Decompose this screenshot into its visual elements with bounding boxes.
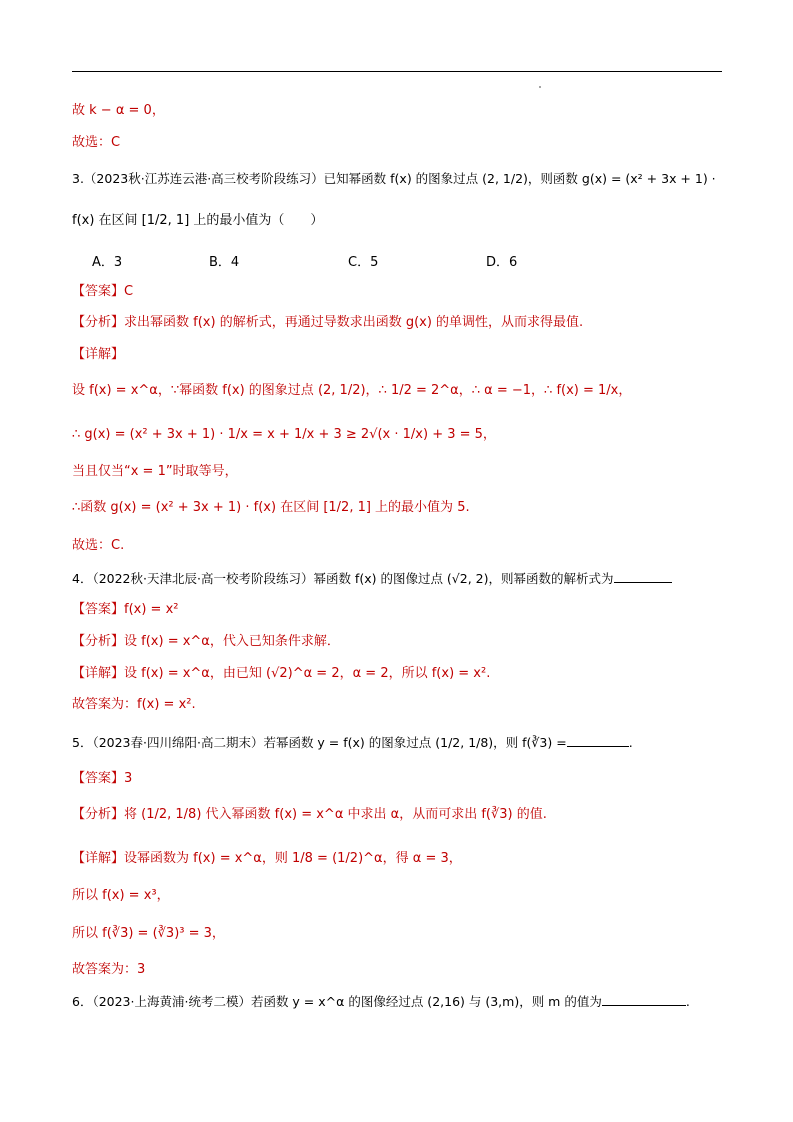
q4-final-line	[72, 696, 196, 714]
q5-detail-line	[72, 850, 462, 868]
q4-answer-line	[72, 601, 179, 619]
q3-answer-line	[72, 283, 133, 301]
q5-stem: 5．（2023春·四川绵阳·高二期末）若幂函数 y = f(x) 的图象过点 (1/2, 1/8)，则 f(∛3) =	[72, 735, 567, 750]
conclusion-text: 故 k − α = 0，	[72, 103, 165, 118]
q5-detail-2: 所以 f(x) = x³，	[72, 888, 170, 903]
q5-detail-2-line	[72, 887, 170, 905]
q3-stem-line-1	[72, 170, 716, 188]
q5-detail-3: 所以 f(∛3) = (∛3)³ = 3，	[72, 926, 225, 941]
q3-answer-label: 【答案】	[72, 284, 125, 299]
q4-analysis-line	[72, 633, 340, 651]
q3-detail-label: 【详解】	[72, 347, 125, 362]
q4-detail-line	[72, 665, 490, 683]
q4-answer-label: 【答案】	[72, 602, 125, 617]
q3-detail-3-line	[72, 463, 238, 481]
q5-answer-line	[72, 770, 132, 788]
stray-dot	[539, 86, 541, 88]
q5-final-line	[72, 961, 145, 979]
q3-stem-2: f(x) 在区间 [1/2, 1] 上的最小值为（ ）	[72, 213, 324, 228]
q4-analysis-label: 【分析】	[72, 634, 125, 649]
q3-answer: C	[124, 284, 134, 299]
q3-analysis-label: 【分析】	[72, 315, 125, 330]
q4-detail: 设 f(x) = x^α，由已知 (√2)^α = 2，α = 2，所以 f(x) = x².	[124, 666, 491, 681]
q5-detail-3-line	[72, 925, 225, 943]
q3-detail-5-line	[72, 537, 124, 555]
q4-final: 故答案为：f(x) = x².	[72, 697, 196, 712]
conclusion-line	[72, 102, 165, 120]
q5-answer-label: 【答案】	[72, 771, 125, 786]
q6-answer-blank	[602, 993, 686, 1006]
q3-detail-4: ∴函数 g(x) = (x² + 3x + 1) · f(x) 在区间 [1/2, 1] 上的最小值为 5.	[72, 500, 470, 515]
q4-detail-label: 【详解】	[72, 666, 125, 681]
q3-detail-1: 设 f(x) = x^α，∵幂函数 f(x) 的图象过点 (2, 1/2)，∴ 1/2 = 2^α，∴ α = −1，∴ f(x) = 1/x，	[72, 383, 632, 398]
q3-stem-line-2	[72, 212, 323, 230]
q4-stem: 4．（2022秋·天津北辰·高一校考阶段练习）幂函数 f(x) 的图像过点 (√2, 2)，则幂函数的解析式为	[72, 571, 614, 586]
q3-detail-4-line	[72, 499, 470, 517]
q5-answer: 3	[124, 771, 133, 786]
q6-stem: 6．（2023·上海黄浦·统考二模）若函数 y = x^α 的图像经过点 (2,16) 与 (3,m)，则 m 的值为	[72, 994, 602, 1009]
q4-stem-line	[72, 570, 672, 588]
q5-analysis: 将 (1/2, 1/8) 代入幂函数 f(x) = x^α 中求出 α，从而可求出 f(∛3) 的值.	[124, 807, 547, 822]
q5-answer-blank	[567, 734, 629, 747]
q3-option-b: B．4	[209, 255, 240, 270]
q3-detail-2: ∴ g(x) = (x² + 3x + 1) · 1/x = x + 1/x + 3 ≥ 2√(x · 1/x) + 3 = 5，	[72, 427, 496, 442]
q5-detail-1: 设幂函数为 f(x) = x^α，则 1/8 = (1/2)^α，得 α = 3，	[124, 851, 462, 866]
q3-analysis-line	[72, 314, 583, 332]
q3-option-a: A．3	[92, 255, 123, 270]
q3-option-d: D．6	[486, 255, 518, 270]
q4-answer: f(x) = x²	[124, 602, 179, 617]
q5-stem-line: 5．（2023春·四川绵阳·高二期末）若幂函数 y = f(x) 的图象过点 (1/2, 1/8)，则 f(∛3) = .	[72, 735, 633, 750]
q5-final: 故答案为：3	[72, 962, 146, 977]
q5-detail-label: 【详解】	[72, 851, 125, 866]
q5-analysis-label: 【分析】	[72, 807, 125, 822]
q4-analysis: 设 f(x) = x^α，代入已知条件求解．	[124, 634, 340, 649]
q3-analysis: 求出幂函数 f(x) 的解析式，再通过导数求出函数 g(x) 的单调性，从而求得最值.	[124, 315, 584, 330]
q3-detail-3: 当且仅当“x = 1”时取等号，	[72, 464, 238, 479]
header-rule	[72, 71, 722, 72]
q3-detail-line	[72, 346, 124, 364]
choice-text: 故选：C	[72, 135, 121, 150]
q6-stem-line: 6．（2023·上海黄浦·统考二模）若函数 y = x^α 的图像经过点 (2,16) 与 (3,m)，则 m 的值为 .	[72, 994, 690, 1009]
q3-detail-5: 故选：C.	[72, 538, 125, 553]
q3-detail-1-line	[72, 382, 631, 400]
q3-option-c: C．5	[348, 255, 379, 270]
choice-line	[72, 134, 120, 152]
q3-detail-2-line	[72, 426, 496, 444]
q3-stem-1: 3.（2023秋·江苏连云港·高三校考阶段练习）已知幂函数 f(x) 的图象过点 (2, 1/2)，则函数 g(x) = (x² + 3x + 1) ·	[72, 171, 716, 186]
q5-analysis-line	[72, 806, 547, 824]
q4-answer-blank	[614, 570, 672, 583]
